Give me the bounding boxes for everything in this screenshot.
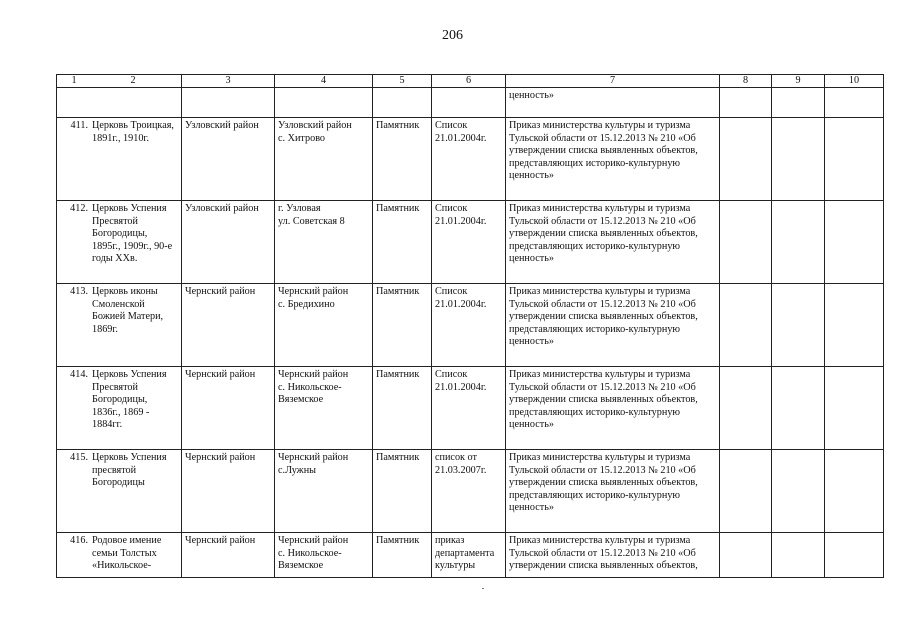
- district: Чернский район: [182, 533, 275, 578]
- decree: Приказ министерства культуры и туризма Тульской области от 15.12.2013 № 210 «Об утверждении списка выявленных объектов, представляющих историко-культурную ценность»: [506, 450, 720, 533]
- table-cell: [720, 284, 772, 367]
- category: Памятник: [373, 284, 432, 367]
- table-cell: [275, 88, 373, 118]
- decree: Приказ министерства культуры и туризма Тульской области от 15.12.2013 № 210 «Об утверждении списка выявленных объектов, представляющих историко-культурную ценность»: [506, 118, 720, 201]
- column-header-6: 6: [432, 75, 506, 88]
- source-document: приказ департамента культуры: [432, 533, 506, 578]
- table-cell: [57, 88, 182, 118]
- table-cell: [720, 533, 772, 578]
- object-name: Церковь Успения пресвятой Богородицы: [92, 452, 167, 488]
- column-header-9: 9: [772, 75, 825, 88]
- table-cell: [825, 367, 884, 450]
- table-cell: [772, 533, 825, 578]
- table-cell: [825, 533, 884, 578]
- table-cell: [720, 367, 772, 450]
- table-cell: [825, 201, 884, 284]
- decree: Приказ министерства культуры и туризма Тульской области от 15.12.2013 № 210 «Об утверждении списка выявленных объектов, представляющих историко-культурную ценность»: [506, 367, 720, 450]
- table-row: [57, 533, 884, 578]
- object-name: Церковь Успения Пресвятой Богородицы, 1836г., 1869 - 1884гг.: [92, 369, 167, 430]
- table-row: [57, 201, 884, 284]
- entry-cell: [57, 450, 182, 533]
- object-name: Церковь Успения Пресвятой Богородицы, 1895г., 1909г., 90-е годы XXв.: [92, 203, 173, 264]
- district: Чернский район: [182, 284, 275, 367]
- table-cell: [825, 88, 884, 118]
- decree: Приказ министерства культуры и туризма Тульской области от 15.12.2013 № 210 «Об утверждении списка выявленных объектов, представляющих историко-культурную ценность»: [506, 284, 720, 367]
- scan-speck: [482, 588, 484, 589]
- table-cell: [373, 88, 432, 118]
- table-cell: [772, 450, 825, 533]
- column-header-7: 7: [506, 75, 720, 88]
- column-header-row: [57, 75, 884, 88]
- location: Чернский район с. Никольское- Вяземское: [275, 533, 373, 578]
- table-cell: [720, 118, 772, 201]
- source-document: Список 21.01.2004г.: [432, 118, 506, 201]
- column-header-10: 10: [825, 75, 884, 88]
- entry-cell: [57, 201, 182, 284]
- location: Чернский район с. Бредихино: [275, 284, 373, 367]
- table-cell: [825, 284, 884, 367]
- column-header-1: 1: [71, 75, 77, 86]
- source-document: Список 21.01.2004г.: [432, 367, 506, 450]
- location: Узловский район с. Хитрово: [275, 118, 373, 201]
- entry-cell: [57, 533, 182, 578]
- table-cell: [772, 284, 825, 367]
- entry-cell: [57, 367, 182, 450]
- entry-number: 416.: [70, 535, 88, 546]
- column-header-4: 4: [275, 75, 373, 88]
- column-header-2: 2: [130, 75, 136, 86]
- table-row: [57, 367, 884, 450]
- table-cell: [825, 450, 884, 533]
- table-cell: [720, 450, 772, 533]
- table-cell: [720, 88, 772, 118]
- district: Узловский район: [182, 118, 275, 201]
- column-header-cell: [57, 75, 182, 88]
- entry-cell: [57, 118, 182, 201]
- category: Памятник: [373, 450, 432, 533]
- category: Памятник: [373, 367, 432, 450]
- continuation-row: [57, 88, 884, 118]
- column-header-8: 8: [720, 75, 772, 88]
- table-row: [57, 118, 884, 201]
- district: Узловский район: [182, 201, 275, 284]
- location: Чернский район с.Лужны: [275, 450, 373, 533]
- category: Памятник: [373, 118, 432, 201]
- location: г. Узловая ул. Советская 8: [275, 201, 373, 284]
- entry-number: 413.: [70, 286, 88, 297]
- source-document: Список 21.01.2004г.: [432, 201, 506, 284]
- table-cell: [182, 88, 275, 118]
- district: Чернский район: [182, 367, 275, 450]
- category: Памятник: [373, 201, 432, 284]
- table-cell: [432, 88, 506, 118]
- decree: Приказ министерства культуры и туризма Тульской области от 15.12.2013 № 210 «Об утверждении списка выявленных объектов, представляющих историко-культурную ценность»: [506, 201, 720, 284]
- table-cell: [720, 201, 772, 284]
- column-header-5: 5: [373, 75, 432, 88]
- table-cell: [772, 88, 825, 118]
- category: Памятник: [373, 533, 432, 578]
- heritage-registry-table: [56, 74, 884, 578]
- entry-number: 411.: [70, 120, 88, 131]
- table-cell: [772, 118, 825, 201]
- source-document: Список 21.01.2004г.: [432, 284, 506, 367]
- location: Чернский район с. Никольское- Вяземское: [275, 367, 373, 450]
- object-name: Родовое имение семьи Толстых «Никольское-: [92, 535, 162, 571]
- page-number: 206: [442, 28, 463, 43]
- table-cell: [772, 367, 825, 450]
- entry-number: 415.: [70, 452, 88, 463]
- table-row: [57, 284, 884, 367]
- column-header-3: 3: [182, 75, 275, 88]
- district: Чернский район: [182, 450, 275, 533]
- table-cell: [825, 118, 884, 201]
- entry-number: 414.: [70, 369, 88, 380]
- object-name: Церковь иконы Смоленской Божией Матери, 1869г.: [92, 286, 164, 335]
- decree: Приказ министерства культуры и туризма Тульской области от 15.12.2013 № 210 «Об утверждении списка выявленных объектов,: [506, 533, 720, 578]
- entry-cell: [57, 284, 182, 367]
- object-name: Церковь Троицкая, 1891г., 1910г.: [92, 120, 174, 144]
- source-document: список от 21.03.2007г.: [432, 450, 506, 533]
- decree-cell: ценность»: [506, 88, 720, 118]
- table-cell: [772, 201, 825, 284]
- entry-number: 412.: [70, 203, 88, 214]
- table-row: [57, 450, 884, 533]
